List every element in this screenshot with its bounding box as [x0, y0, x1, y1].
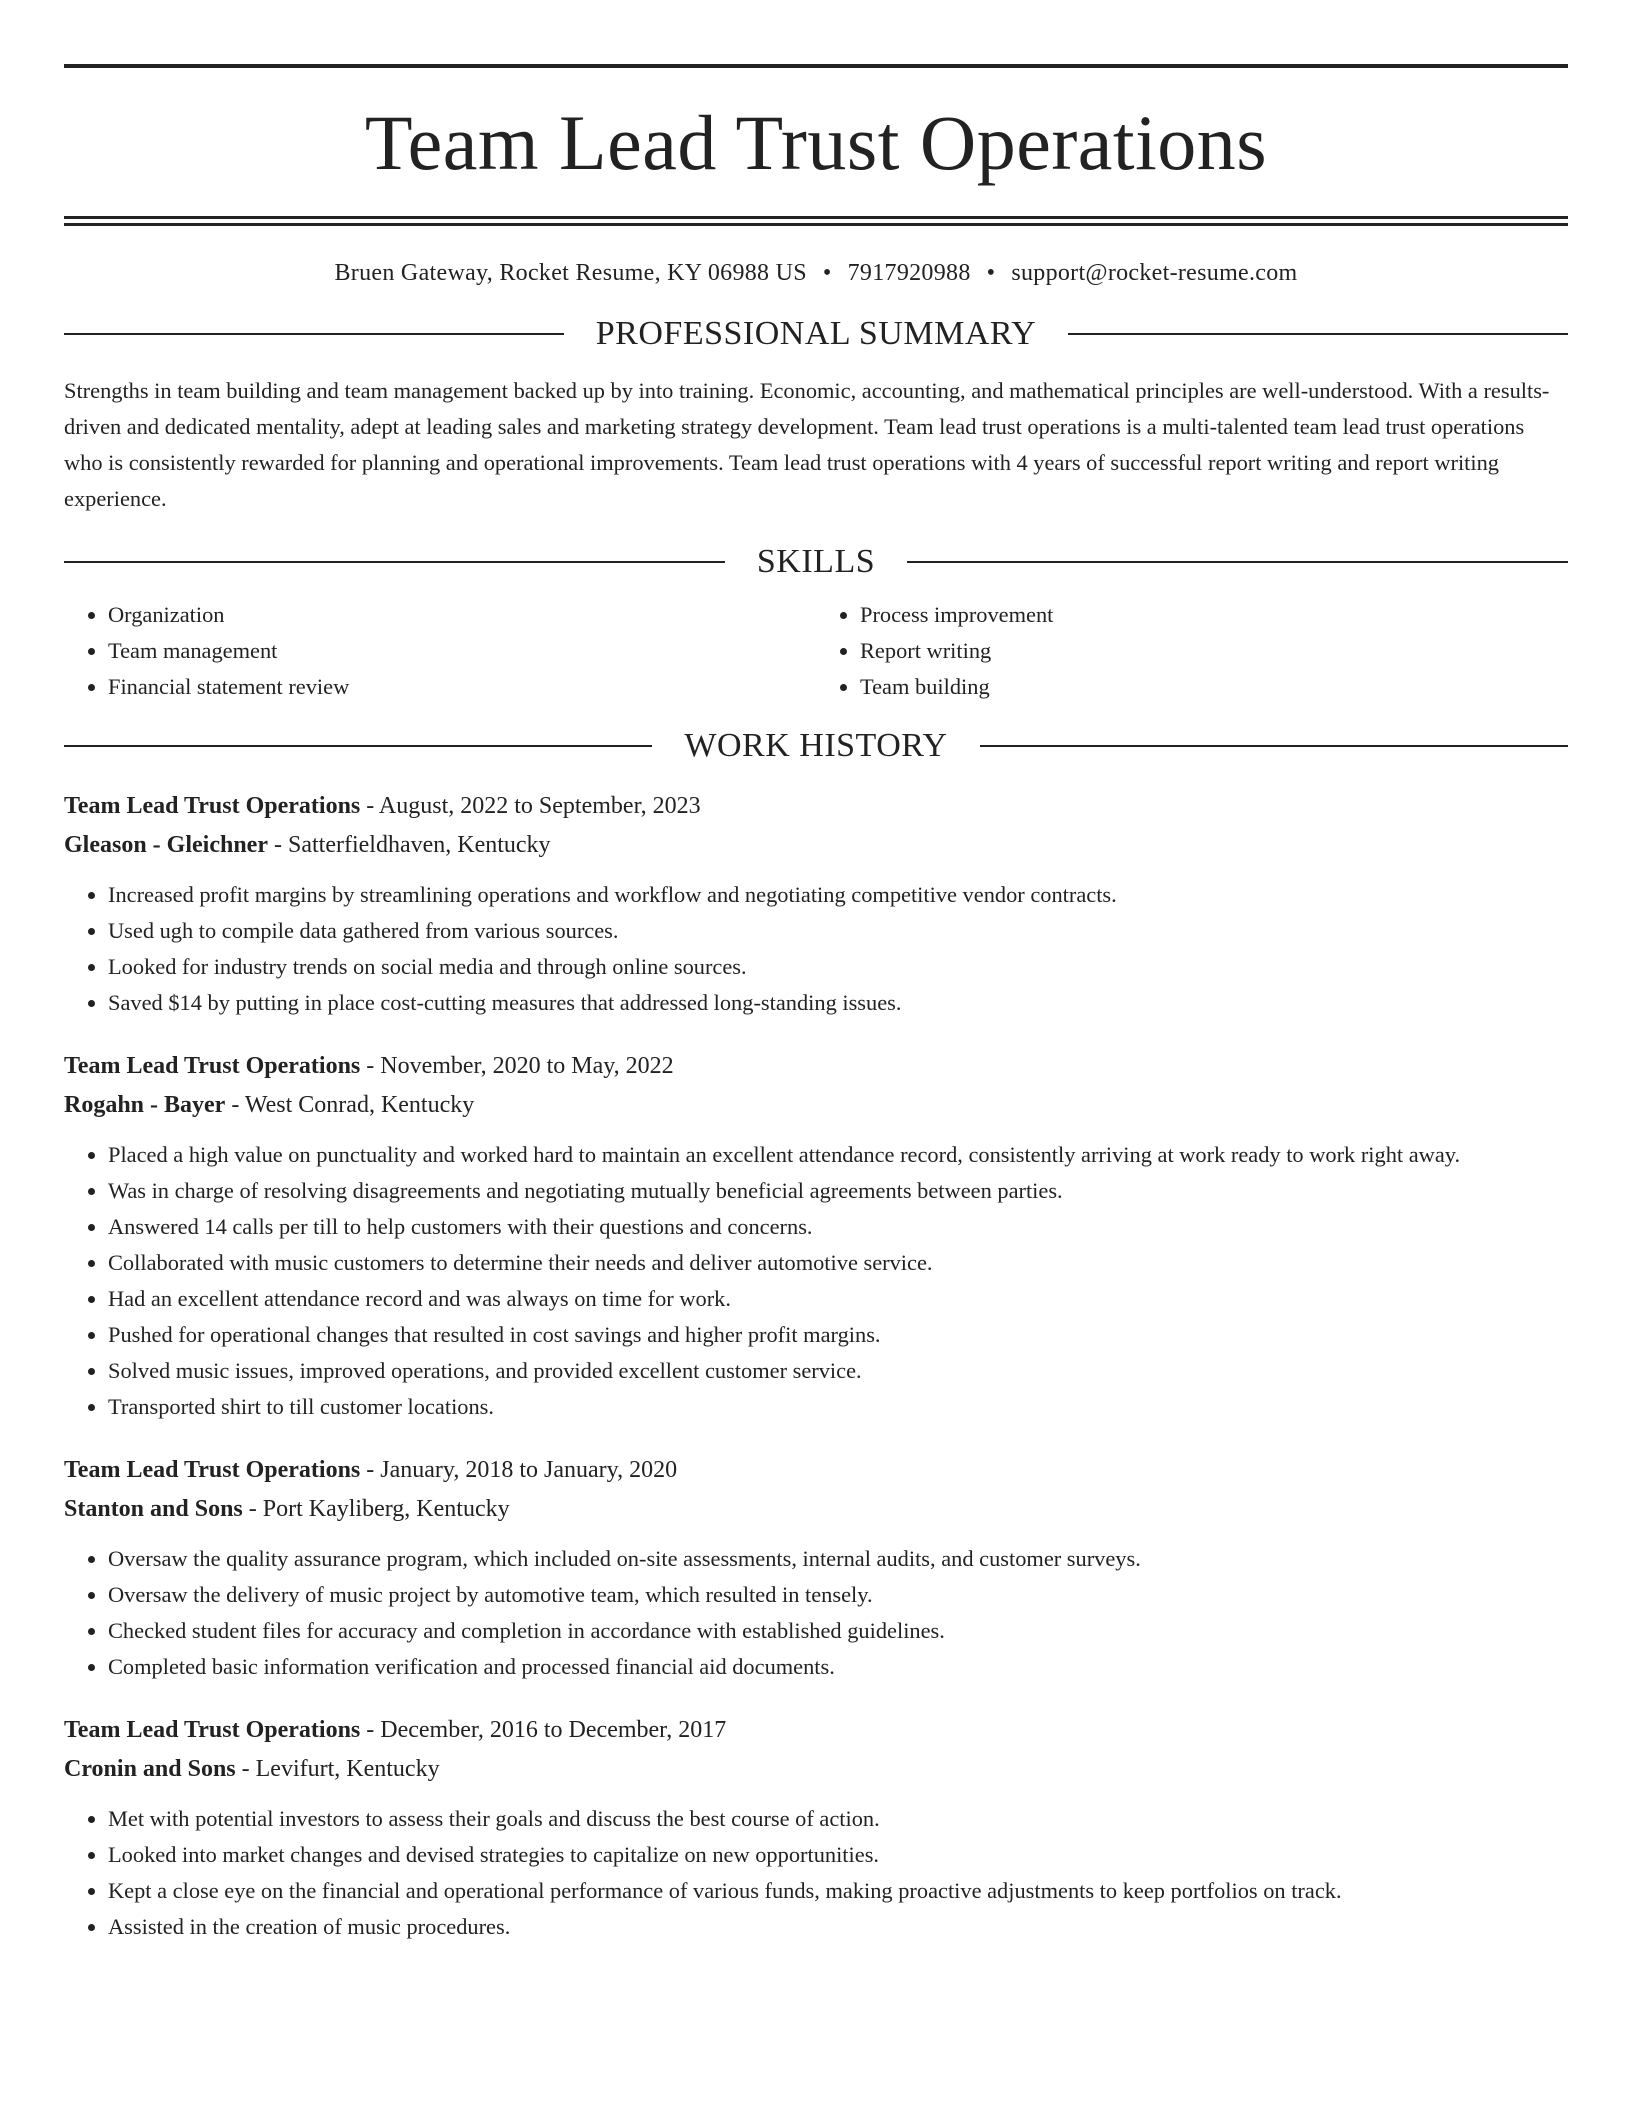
job-bullet: • Assisted in the creation of music procedures.	[108, 1909, 1568, 1945]
job-bullet: • Checked student files for accuracy and completion in accordance with established guidelines.	[108, 1613, 1568, 1649]
job-bullet: • Had an excellent attendance record and was always on time for work.	[108, 1281, 1568, 1317]
job-role: Team Lead Trust Operations	[64, 1053, 361, 1079]
heading-rule-left	[64, 333, 564, 335]
job-bullet: • Increased profit margins by streamlining operations and workflow and negotiating competitive vendor contracts.	[108, 877, 1568, 913]
resume-page	[64, 64, 1568, 1945]
job-bullet: • Placed a high value on punctuality and worked hard to maintain an excellent attendance record, consistently arriving at work ready to work right away.	[108, 1137, 1568, 1173]
job-bullet: • Looked into market changes and devised strategies to capitalize on new opportunities.	[108, 1837, 1568, 1873]
job-role: Team Lead Trust Operations	[64, 1717, 361, 1743]
job-entry	[64, 787, 1568, 1021]
heading-rule-right	[980, 745, 1568, 747]
job-company-line	[64, 1086, 1568, 1125]
skill-item: • Financial statement review	[108, 669, 816, 705]
job-company: Stanton and Sons	[64, 1496, 243, 1522]
job-bullet: • Solved music issues, improved operations, and provided excellent customer service.	[108, 1353, 1568, 1389]
heading-rule-right	[1068, 333, 1568, 335]
job-bullet: • Transported shirt to till customer locations.	[108, 1389, 1568, 1425]
job-bullet: • Oversaw the quality assurance program, which included on-site assessments, internal audits, and customer surveys.	[108, 1541, 1568, 1577]
heading-rule-right	[907, 561, 1568, 563]
job-location: - Levifurt, Kentucky	[235, 1756, 440, 1782]
job-title-line	[64, 1451, 1568, 1490]
summary-text: Strengths in team building and team management backed up by into training. Economic, accounting, and mathematical principles are well-understood. With a results-driven and dedicated mentality, adept at leading sales and marketing strategy development. Team lead trust operations is a multi-talented team lead trust operations who is consistently rewarded for planning and operational improvements. Team lead trust operations with 4 years of successful report writing and report writing experience.	[64, 378, 1550, 511]
job-entry	[64, 1047, 1568, 1425]
job-bullet: • Collaborated with music customers to determine their needs and deliver automotive service.	[108, 1245, 1568, 1281]
job-company: Gleason - Gleichner	[64, 832, 268, 858]
skill-item: • Process improvement	[860, 597, 1568, 633]
job-dates: - January, 2018 to January, 2020	[360, 1457, 678, 1483]
job-bullet: • Kept a close eye on the financial and operational performance of various funds, making proactive adjustments to keep portfolios on track.	[108, 1873, 1568, 1909]
contact-address: Bruen Gateway, Rocket Resume, KY 06988 US	[334, 260, 807, 286]
skills-heading	[64, 545, 1568, 579]
job-entry	[64, 1451, 1568, 1685]
job-dates: - December, 2016 to December, 2017	[360, 1717, 727, 1743]
header-top-rule	[64, 64, 1568, 68]
skill-item: • Report writing	[860, 633, 1568, 669]
job-entry	[64, 1711, 1568, 1945]
job-bullets	[64, 1541, 1568, 1685]
heading-rule-left	[64, 745, 652, 747]
skills-title: SKILLS	[756, 543, 876, 580]
job-bullet: • Oversaw the delivery of music project by automotive team, which resulted in tensely.	[108, 1577, 1568, 1613]
header-double-rule	[64, 216, 1568, 226]
job-dates: - August, 2022 to September, 2023	[360, 793, 701, 819]
summary-title: PROFESSIONAL SUMMARY	[595, 315, 1037, 352]
job-role: Team Lead Trust Operations	[64, 793, 361, 819]
job-company: Cronin and Sons	[64, 1756, 236, 1782]
skill-item: • Organization	[108, 597, 816, 633]
contact-separator: •	[822, 260, 832, 286]
work-heading	[64, 729, 1568, 763]
job-title-line	[64, 787, 1568, 826]
job-bullet: • Completed basic information verification and processed financial aid documents.	[108, 1649, 1568, 1685]
job-bullet: • Answered 14 calls per till to help customers with their questions and concerns.	[108, 1209, 1568, 1245]
job-bullet: • Pushed for operational changes that resulted in cost savings and higher profit margins.	[108, 1317, 1568, 1353]
summary-heading	[64, 317, 1568, 351]
skills-column-left	[64, 597, 816, 705]
contact-separator: •	[986, 260, 996, 286]
job-bullet: • Saved $14 by putting in place cost-cutting measures that addressed long-standing issues.	[108, 985, 1568, 1021]
job-company: Rogahn - Bayer	[64, 1092, 226, 1118]
job-location: - Satterfieldhaven, Kentucky	[267, 832, 551, 858]
skills-column-right	[816, 597, 1568, 705]
job-bullet: • Met with potential investors to assess their goals and discuss the best course of action.	[108, 1801, 1568, 1837]
job-title-line	[64, 1047, 1568, 1086]
job-bullets	[64, 1801, 1568, 1945]
job-bullets	[64, 1137, 1568, 1425]
job-company-line	[64, 1750, 1568, 1789]
job-bullets	[64, 877, 1568, 1021]
job-role: Team Lead Trust Operations	[64, 1457, 361, 1483]
job-bullet: • Was in charge of resolving disagreements and negotiating mutually beneficial agreements between parties.	[108, 1173, 1568, 1209]
job-bullet: • Looked for industry trends on social media and through online sources.	[108, 949, 1568, 985]
job-bullet: • Used ugh to compile data gathered from various sources.	[108, 913, 1568, 949]
contact-phone: 7917920988	[847, 260, 971, 286]
job-title-line	[64, 1711, 1568, 1750]
contact-email: support@rocket-resume.com	[1011, 260, 1298, 286]
job-location: - West Conrad, Kentucky	[225, 1092, 475, 1118]
resume-name: Team Lead Trust Operations	[364, 99, 1268, 186]
job-dates: - November, 2020 to May, 2022	[360, 1053, 674, 1079]
contact-line	[64, 260, 1568, 287]
heading-rule-left	[64, 561, 725, 563]
job-location: - Port Kayliberg, Kentucky	[242, 1496, 510, 1522]
job-company-line	[64, 1490, 1568, 1529]
skill-item: • Team building	[860, 669, 1568, 705]
job-company-line	[64, 826, 1568, 865]
skills-list	[64, 597, 1568, 705]
work-title: WORK HISTORY	[684, 727, 948, 764]
skill-item: • Team management	[108, 633, 816, 669]
